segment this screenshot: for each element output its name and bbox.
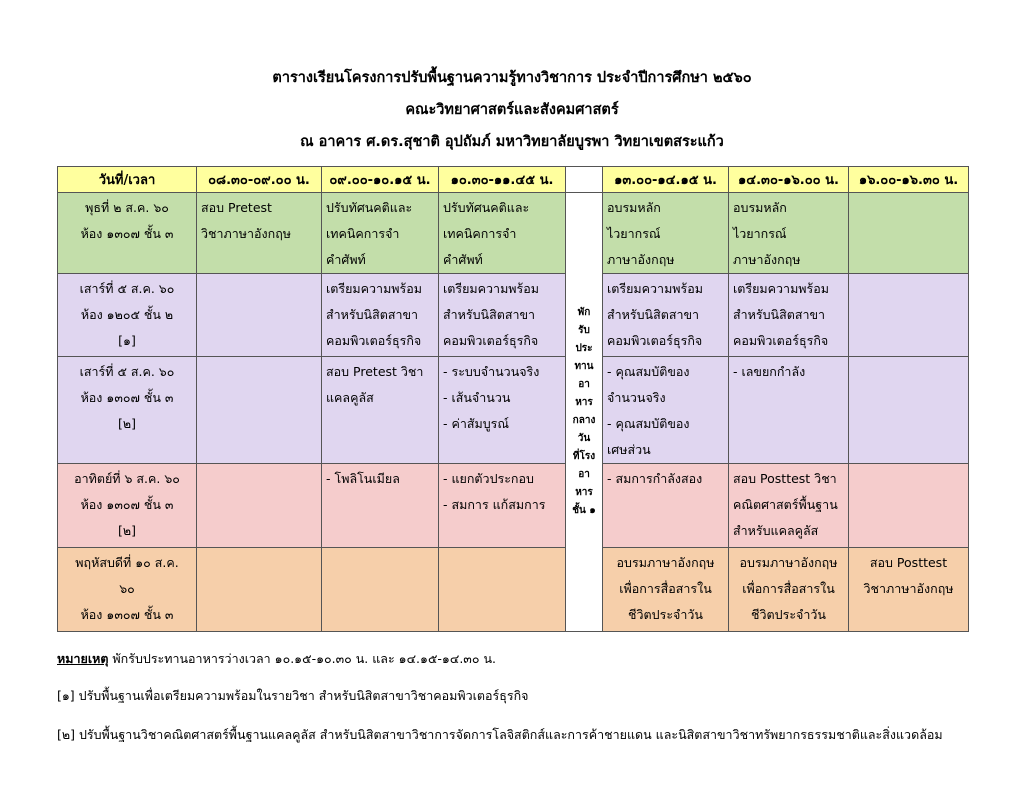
cell-line: เตรียมความพร้อม	[733, 281, 830, 296]
break-line: หาร	[575, 397, 593, 408]
cell-line: ห้อง ๑๒๐๕ ชั้น ๒	[80, 307, 174, 322]
session-cell	[603, 274, 729, 357]
cell-line: สอบ Posttest	[869, 555, 948, 570]
cell-line: แคลคูลัส	[326, 390, 374, 405]
session-cell	[849, 193, 969, 274]
cell-line: ชีวิตประจำวัน	[628, 607, 703, 622]
day-cell	[58, 274, 197, 357]
session-cell	[849, 548, 969, 632]
cell-line: - โพลิโนเมียล	[326, 471, 400, 486]
session-cell	[322, 357, 439, 464]
schedule-row	[58, 193, 969, 274]
header-break-cell	[566, 167, 603, 193]
cell-line: - เลขยกกำลัง	[733, 364, 806, 379]
break-line: หาร	[575, 487, 593, 498]
break-line: รับ	[578, 325, 590, 336]
note-main	[57, 649, 496, 669]
cell-line: เตรียมความพร้อม	[443, 281, 540, 296]
session-cell	[197, 274, 322, 357]
header-cell: ๑๖.๐๐-๑๖.๓๐ น.	[849, 167, 969, 193]
cell-line: สำหรับแคลคูลัส	[733, 523, 819, 538]
session-cell	[439, 548, 566, 632]
cell-line: - ระบบจำนวนจริง	[443, 364, 540, 379]
schedule-row	[58, 274, 969, 357]
session-cell	[197, 464, 322, 548]
cell-line: - สมการกำลังสอง	[607, 471, 703, 486]
cell-line: ปรับทัศนคติและ	[326, 200, 413, 215]
session-cell	[439, 274, 566, 357]
cell-line: อาทิตย์ที่ ๖ ส.ค. ๖๐	[74, 471, 180, 486]
session-cell	[439, 464, 566, 548]
session-cell	[439, 357, 566, 464]
cell-line: - เส้นจำนวน	[443, 390, 511, 405]
cell-line: คอมพิวเตอร์ธุรกิจ	[607, 333, 703, 348]
cell-line: เสาร์ที่ ๕ ส.ค. ๖๐	[79, 281, 175, 296]
cell-line: สอบ Pretest วิชา	[326, 364, 424, 379]
schedule-row	[58, 548, 969, 632]
header-cell: ๐๘.๓๐-๐๙.๐๐ น.	[197, 167, 322, 193]
break-line: วัน	[577, 433, 591, 444]
cell-line: ห้อง ๑๓๐๗ ชั้น ๓	[80, 497, 174, 512]
schedule-row	[58, 464, 969, 548]
day-cell	[58, 193, 197, 274]
cell-line: เทคนิคการจำ	[326, 226, 400, 241]
session-cell	[322, 548, 439, 632]
header-cell: ๑๓.๐๐-๑๔.๑๕ น.	[603, 167, 729, 193]
session-cell	[603, 357, 729, 464]
cell-line: [๒]	[118, 523, 136, 538]
session-cell	[729, 464, 849, 548]
cell-line: คำศัพท์	[443, 252, 483, 267]
cell-line: เตรียมความพร้อม	[607, 281, 704, 296]
cell-line: อบรมหลัก	[733, 200, 787, 215]
session-cell	[849, 274, 969, 357]
cell-line: - คุณสมบัติของ	[607, 416, 690, 431]
cell-line: สำหรับนิสิตสาขา	[443, 307, 536, 322]
cell-line: คอมพิวเตอร์ธุรกิจ	[733, 333, 829, 348]
cell-line: วิชาภาษาอังกฤษ	[863, 581, 954, 596]
schedule-row	[58, 357, 969, 464]
cell-line: ภาษาอังกฤษ	[733, 252, 801, 267]
cell-line: สอบ Posttest วิชา	[733, 471, 837, 486]
session-cell	[197, 548, 322, 632]
cell-line: พฤหัสบดีที่ ๑๐ ส.ค.	[75, 555, 179, 570]
cell-line: จำนวนจริง	[607, 390, 666, 405]
session-cell	[849, 357, 969, 464]
break-line: พัก	[577, 307, 591, 318]
session-cell	[197, 357, 322, 464]
note-text: พักรับประทานอาหารว่างเวลา ๑๐.๑๕-๑๐.๓๐ น. และ ๑๔.๑๕-๑๔.๓๐ น.	[108, 651, 496, 666]
page-title: ตารางเรียนโครงการปรับพื้นฐานความรู้ทางวิชาการ ประจำปีการศึกษา ๒๕๖๐	[272, 70, 752, 86]
cell-line: สำหรับนิสิตสาขา	[607, 307, 700, 322]
session-cell	[849, 464, 969, 548]
lunch-break-cell	[566, 193, 603, 632]
session-cell	[603, 464, 729, 548]
cell-line: เตรียมความพร้อม	[326, 281, 423, 296]
cell-line: คำศัพท์	[326, 252, 366, 267]
day-cell	[58, 357, 197, 464]
cell-line: ๖๐	[119, 581, 135, 596]
cell-line: ชีวิตประจำวัน	[751, 607, 826, 622]
session-cell	[729, 274, 849, 357]
cell-line: ปรับทัศนคติและ	[443, 200, 530, 215]
cell-line: เทคนิคการจำ	[443, 226, 517, 241]
schedule-table	[57, 166, 969, 632]
cell-line: ห้อง ๑๓๐๗ ชั้น ๓	[80, 607, 174, 622]
cell-line: คณิตศาสตร์พื้นฐาน	[733, 497, 838, 512]
note-1: [๑] ปรับพื้นฐานเพื่อเตรียมความพร้อมในรายวิชา สำหรับนิสิตสาขาวิชาคอมพิวเตอร์ธุรกิจ	[57, 688, 529, 703]
cell-line: อบรมภาษาอังกฤษ	[739, 555, 838, 570]
cell-line: [๒]	[118, 416, 136, 431]
break-line: ชั้น ๑	[572, 505, 596, 516]
session-cell	[729, 548, 849, 632]
cell-line: คอมพิวเตอร์ธุรกิจ	[443, 333, 539, 348]
location-title: ณ อาคาร ศ.ดร.สุชาติ อุปถัมภ์ มหาวิทยาลัยบูรพา วิทยาเขตสระแก้ว	[300, 134, 724, 150]
cell-line: สำหรับนิสิตสาขา	[733, 307, 826, 322]
header-cell: ๑๔.๓๐-๑๖.๐๐ น.	[729, 167, 849, 193]
break-line: ประ	[575, 343, 593, 354]
cell-line: [๑]	[118, 333, 136, 348]
header-row	[58, 167, 969, 193]
session-cell	[322, 193, 439, 274]
cell-line: ไวยากรณ์	[733, 226, 787, 241]
cell-line: ไวยากรณ์	[607, 226, 661, 241]
session-cell	[439, 193, 566, 274]
cell-line: วิชาภาษาอังกฤษ	[201, 226, 292, 241]
cell-line: พุธที่ ๒ ส.ค. ๖๐	[85, 200, 169, 215]
cell-line: ห้อง ๑๓๐๗ ชั้น ๓	[80, 390, 174, 405]
note-label: หมายเหตุ	[57, 651, 109, 666]
session-cell	[322, 274, 439, 357]
cell-line: - ค่าสัมบูรณ์	[443, 416, 509, 431]
cell-line: อบรมภาษาอังกฤษ	[616, 555, 715, 570]
note-2: [๒] ปรับพื้นฐานวิชาคณิตศาสตร์พื้นฐานแคลคูลัส สำหรับนิสิตสาขาวิชาการจัดการโลจิสติกส์และการค้าชายแดน และนิสิตสาขาวิชาทรัพยากรธรรมชาติและสิ่งแวดล้อม	[57, 727, 943, 742]
cell-line: อบรมหลัก	[607, 200, 661, 215]
day-cell	[58, 464, 197, 548]
break-line: ที่โรง	[572, 451, 596, 462]
cell-line: ภาษาอังกฤษ	[607, 252, 675, 267]
session-cell	[729, 193, 849, 274]
cell-line: เศษส่วน	[607, 442, 651, 457]
cell-line: เสาร์ที่ ๕ ส.ค. ๖๐	[79, 364, 175, 379]
cell-line: เพื่อการสื่อสารใน	[619, 581, 712, 596]
break-line: อา	[578, 469, 590, 480]
break-line: อา	[578, 379, 590, 390]
cell-line: คอมพิวเตอร์ธุรกิจ	[326, 333, 422, 348]
cell-line: สำหรับนิสิตสาขา	[326, 307, 419, 322]
session-cell	[729, 357, 849, 464]
cell-line: - คุณสมบัติของ	[607, 364, 690, 379]
cell-line: ห้อง ๑๓๐๗ ชั้น ๓	[80, 226, 174, 241]
cell-line: - แยกตัวประกอบ	[443, 471, 534, 486]
session-cell	[603, 548, 729, 632]
cell-line: เพื่อการสื่อสารใน	[742, 581, 835, 596]
day-cell	[58, 548, 197, 632]
session-cell	[197, 193, 322, 274]
header-cell: วันที่/เวลา	[58, 167, 197, 193]
session-cell	[322, 464, 439, 548]
faculty-title: คณะวิทยาศาสตร์และสังคมศาสตร์	[405, 102, 619, 118]
cell-line: สอบ Pretest	[201, 200, 272, 215]
header-cell: ๐๙.๐๐-๑๐.๑๕ น.	[322, 167, 439, 193]
session-cell	[603, 193, 729, 274]
header-cell: ๑๐.๓๐-๑๑.๔๕ น.	[439, 167, 566, 193]
cell-line: - สมการ แก้สมการ	[443, 497, 546, 512]
break-line: กลาง	[572, 415, 596, 426]
break-line: ทาน	[574, 361, 594, 372]
